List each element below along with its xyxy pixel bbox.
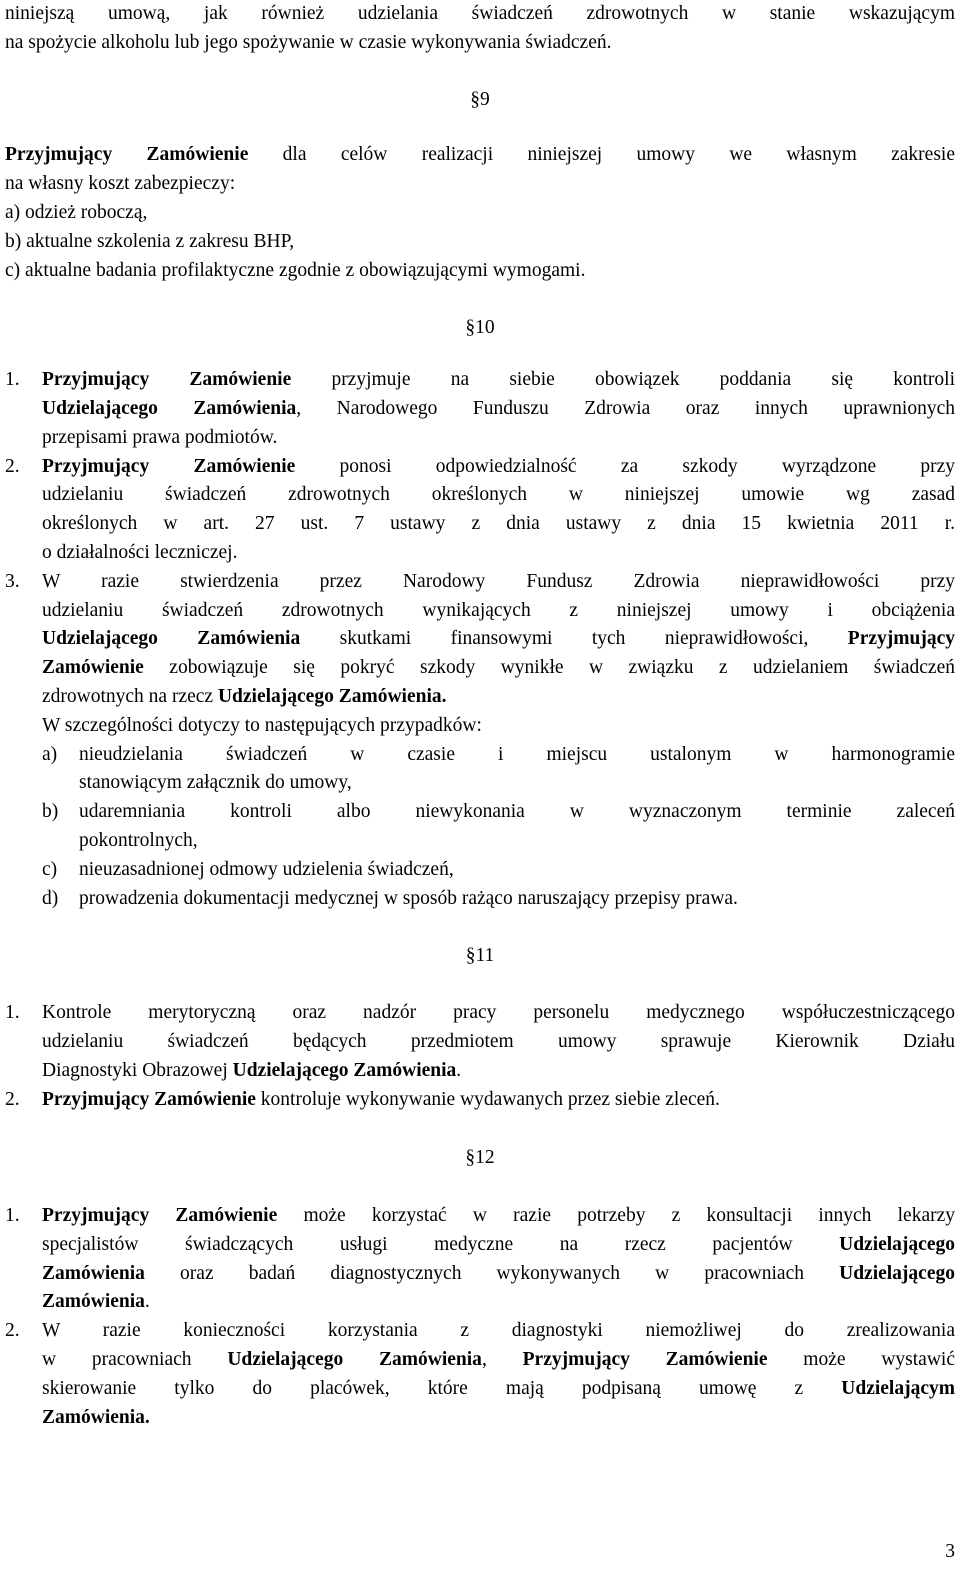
paragraph-number: 1. [5,1002,20,1024]
section-heading-11: §11 [465,945,495,967]
s9-party: Przyjmujący Zamówienie [5,144,249,166]
s11-paragraph-1: 1. Kontrole merytoryczną oraz nadzór pracy personelu medycznego współuczestniczącego udzielaniu świadczeń będących przedmiotem umowy sprawuje Kierownik Działu Diagnostyki Obrazowej Udzielającego Zamówienia. [5,999,955,1085]
section-heading-9: §9 [470,88,490,110]
case-item-a: a) nieudzielania świadczeń w czasie i miejscu ustalonym w harmonogramie stanowiącym załącznik do umowy, [42,743,955,794]
s9-item-c: c) aktualne badania profilaktyczne zgodnie z obowiązującymi wymogami. [5,259,586,281]
s12-paragraph-1: 1. Przyjmujący Zamówienie może korzystać w razie potrzeby z konsultacji innych lekarzy specjalistów świadczących usługi medyczne na rzecz pacjentów Udzielającego Zamówienia oraz badań diagnostycznych wykonywanych w pracowniach Udzielającego Zamówienia. [5,1202,955,1317]
paragraph-number: 1. [5,1205,20,1227]
paragraph-number: 2. [5,1320,20,1342]
s11-paragraph-2: 2. Przyjmujący Zamówienie kontroluje wykonywanie wydawanych przez siebie zleceń. [5,1086,955,1115]
s9-line-1: Przyjmujący Zamówienie dla celów realizacji niniejszej umowy we własnym zakresie [5,144,955,166]
s12-paragraph-2: 2. W razie konieczności korzystania z diagnostyki niemożliwej do zrealizowania w pracowniach Udzielającego Zamówienia, Przyjmujący Zamówienie może wystawić skierowanie tylko do placówek, które mają podpisaną umowę z Udzielającym Zamówienia. [5,1317,955,1432]
section-heading-12: §12 [465,1147,495,1169]
paragraph-number: 3. [5,570,20,592]
case-item-d: d) prowadzenia dokumentacji medycznej w sposób rażąco naruszający przepisy prawa. [42,887,738,909]
paragraph-number: 2. [5,455,20,477]
paragraph-number: 2. [5,1088,20,1110]
s10-paragraph-3: 3. W razie stwierdzenia przez Narodowy Fundusz Zdrowia nieprawidłowości przy udzielaniu świadczeń zdrowotnych wynikających z niniejszej umowy i obciążenia Udzielającego Zamówienia skutkami finansowymi tych nieprawidłowości, Przyjmujący Zamówienie zobowiązuje się pokryć szkody wynikłe w związku z udzielaniem świadczeń zdrowotnych na rzecz Udzielającego Zamówienia. W szczególności dotyczy to następujących przypadków: a) nieudzielania świadczeń w czasie i miejscu ustalonym w harmonogramie stanowiącym załącznik do umowy, b) udaremniania kontroli albo niewykonania w wyznaczonym terminie zaleceń pokontrolnych, c) nieuzasadnionej odmowy udzielenia świadczeń, d) prowadzenia dokumentacji medycznej w sposób rażąco naruszający przepisy prawa. [5,568,955,914]
s9-item-b: b) aktualne szkolenia z zakresu BHP, [5,230,295,252]
case-item-b: b) udaremniania kontroli albo niewykonania w wyznaczonym terminie zaleceń pokontrolnych, [42,801,955,851]
intro-line-2: na spożycie alkoholu lub jego spożywanie w czasie wykonywania świadczeń. [5,31,612,53]
case-item-c: c) nieuzasadnionej odmowy udzielenia świadczeń, [42,858,454,880]
section-heading-10: §10 [465,317,495,339]
page-number: 3 [945,1541,955,1563]
s10-paragraph-2: 2. Przyjmujący Zamówienie ponosi odpowiedzialność za szkody wyrządzone przy udzielaniu świadczeń zdrowotnych określonych w niniejszej umowie wg zasad określonych w art. 27 ust. 7 ustawy z dnia ustawy z dnia 15 kwietnia 2011 r. o działalności leczniczej. [5,453,955,568]
s9-item-a: a) odzież roboczą, [5,201,148,223]
s10-paragraph-1: 1. Przyjmujący Zamówienie przyjmuje na siebie obowiązek poddania się kontroli Udzielającego Zamówienia, Narodowego Funduszu Zdrowia oraz innych uprawnionych przepisami prawa podmiotów. [5,366,955,452]
s9-line-2: na własny koszt zabezpieczy: [5,173,236,195]
paragraph-number: 1. [5,369,20,391]
document-body [5,0,955,1432]
intro-line-1: niniejszą umową, jak również udzielania świadczeń zdrowotnych w stanie wskazującym [5,3,955,24]
